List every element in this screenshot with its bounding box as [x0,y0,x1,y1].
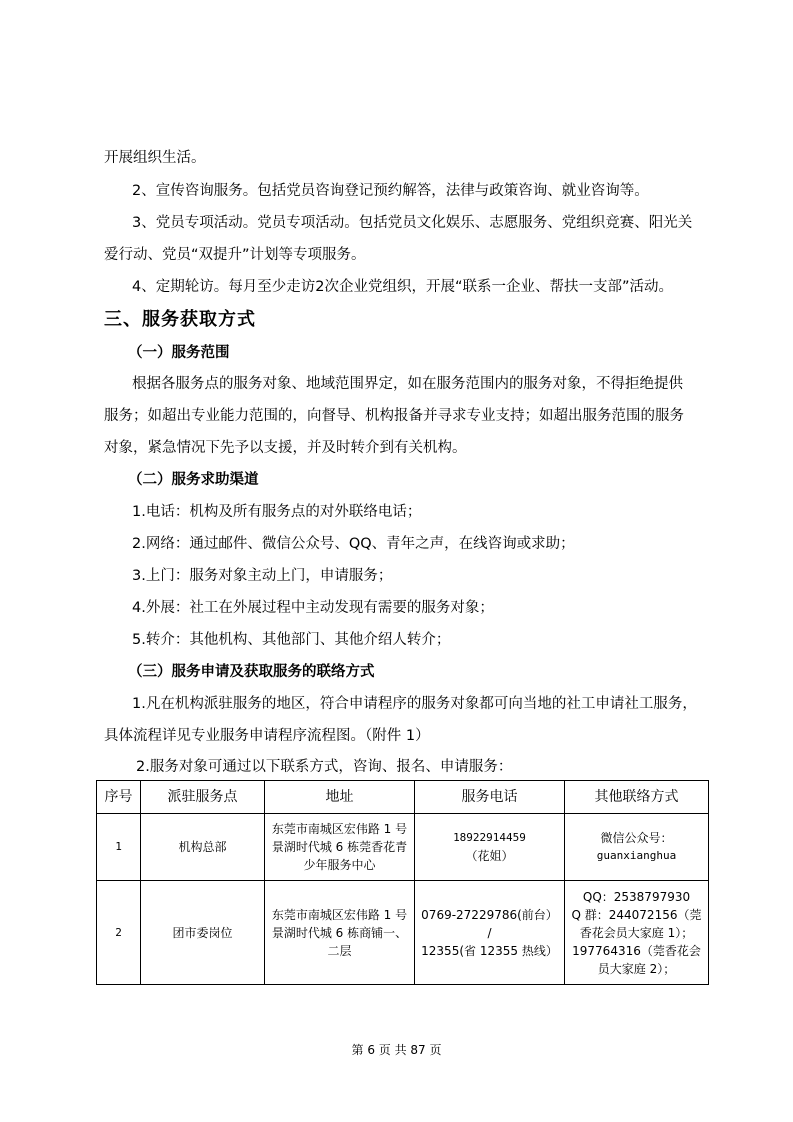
channel-item: 5.转介：其他机构、其他部门、其他介绍人转介； [132,632,451,648]
header-cell-other: 其他联络方式 [565,781,709,814]
paragraph-item-3-line1: 3、党员专项活动。党员专项活动。包括党员文化娱乐、志愿服务、党组织竞赛、阳光关 [132,215,693,231]
other-contact-label: 微信公众号： [600,831,673,845]
subsection-heading-channels: （二）服务求助渠道 [128,472,259,488]
phone-number: 18922914459 [453,831,526,844]
header-cell-site: 派驻服务点 [141,781,265,814]
other-contact-value: guanxianghua [596,849,677,862]
cell-site: 机构总部 [141,814,265,881]
cell-address: 东莞市南城区宏伟路 1 号景湖时代城 6 栋莞香花青少年服务中心 [265,814,415,881]
service-points-table [96,780,709,985]
contact-line-1-cont: 具体流程详见专业服务申请程序流程图。（附件 1） [104,728,430,744]
table-header-row [97,781,709,814]
channel-item: 1.电话：机构及所有服务点的对外联络电话； [132,504,422,520]
phone-separator: / [487,925,492,940]
scope-line-1: 根据各服务点的服务对象、地域范围界定，如在服务范围内的服务对象，不得拒绝提供 [132,376,683,392]
cell-other [565,881,709,985]
paragraph-item-4: 4、定期轮访。每月至少走访2次企业党组织，开展“联系一企业、帮扶一支部”活动。 [132,279,673,295]
cell-address: 东莞市南城区宏伟路 1 号景湖时代城 6 栋商铺一、二层 [265,881,415,985]
cell-site: 团市委岗位 [141,881,265,985]
contact-line-2: 2.服务对象可通过以下联系方式，咨询、报名、申请服务： [136,759,513,775]
header-cell-address: 地址 [265,781,415,814]
phone-hotline: 12355(省 12355 热线） [421,943,558,958]
channel-item: 3.上门：服务对象主动上门，申请服务； [132,568,393,584]
cell-phone [415,814,565,881]
subsection-heading-contact: （三）服务申请及获取服务的联络方式 [128,664,375,680]
phone-number: 0769-27229786(前台） [421,907,558,922]
header-cell-phone: 服务电话 [415,781,565,814]
paragraph-continuation: 开展组织生活。 [104,150,206,166]
channel-item: 4.外展：社工在外展过程中主动发现有需要的服务对象； [132,600,494,616]
subsection-heading-scope: （一）服务范围 [128,345,230,361]
cell-no: 1 [97,814,141,881]
paragraph-item-2: 2、宣传咨询服务。包括党员咨询登记预约解答，法律与政策咨询、就业咨询等。 [132,183,649,199]
table-row [97,814,709,881]
header-cell-no: 序号 [97,781,141,814]
cell-other [565,814,709,881]
scope-line-2: 服务；如超出专业能力范围的，向督导、机构报备并寻求专业支持；如超出服务范围的服务 [104,408,684,424]
table-row [97,881,709,985]
section-heading: 三、服务获取方式 [104,309,256,330]
phone-contact-name: （花姐） [465,849,514,863]
other-contact-qq: QQ：2538797930 [582,889,691,904]
cell-phone [415,881,565,985]
paragraph-item-3-line2: 爱行动、党员“双提升”计划等专项服务。 [104,247,366,263]
cell-no: 2 [97,881,141,985]
other-contact-qq-group-2: 197764316（莞香花会员大家庭 2）； [572,943,701,976]
other-contact-qq-group-1: Q 群：244072156（莞香花会员大家庭 1）； [571,907,702,940]
scope-line-3: 对象，紧急情况下先予以支援，并及时转介到有关机构。 [104,440,467,456]
channel-item: 2.网络：通过邮件、微信公众号、QQ、青年之声，在线咨询或求助； [132,536,575,552]
contact-line-1: 1.凡在机构派驻服务的地区，符合申请程序的服务对象都可向当地的社工申请社工服务， [132,696,697,712]
page-footer: 第 6 页 共 87 页 [351,1043,442,1057]
